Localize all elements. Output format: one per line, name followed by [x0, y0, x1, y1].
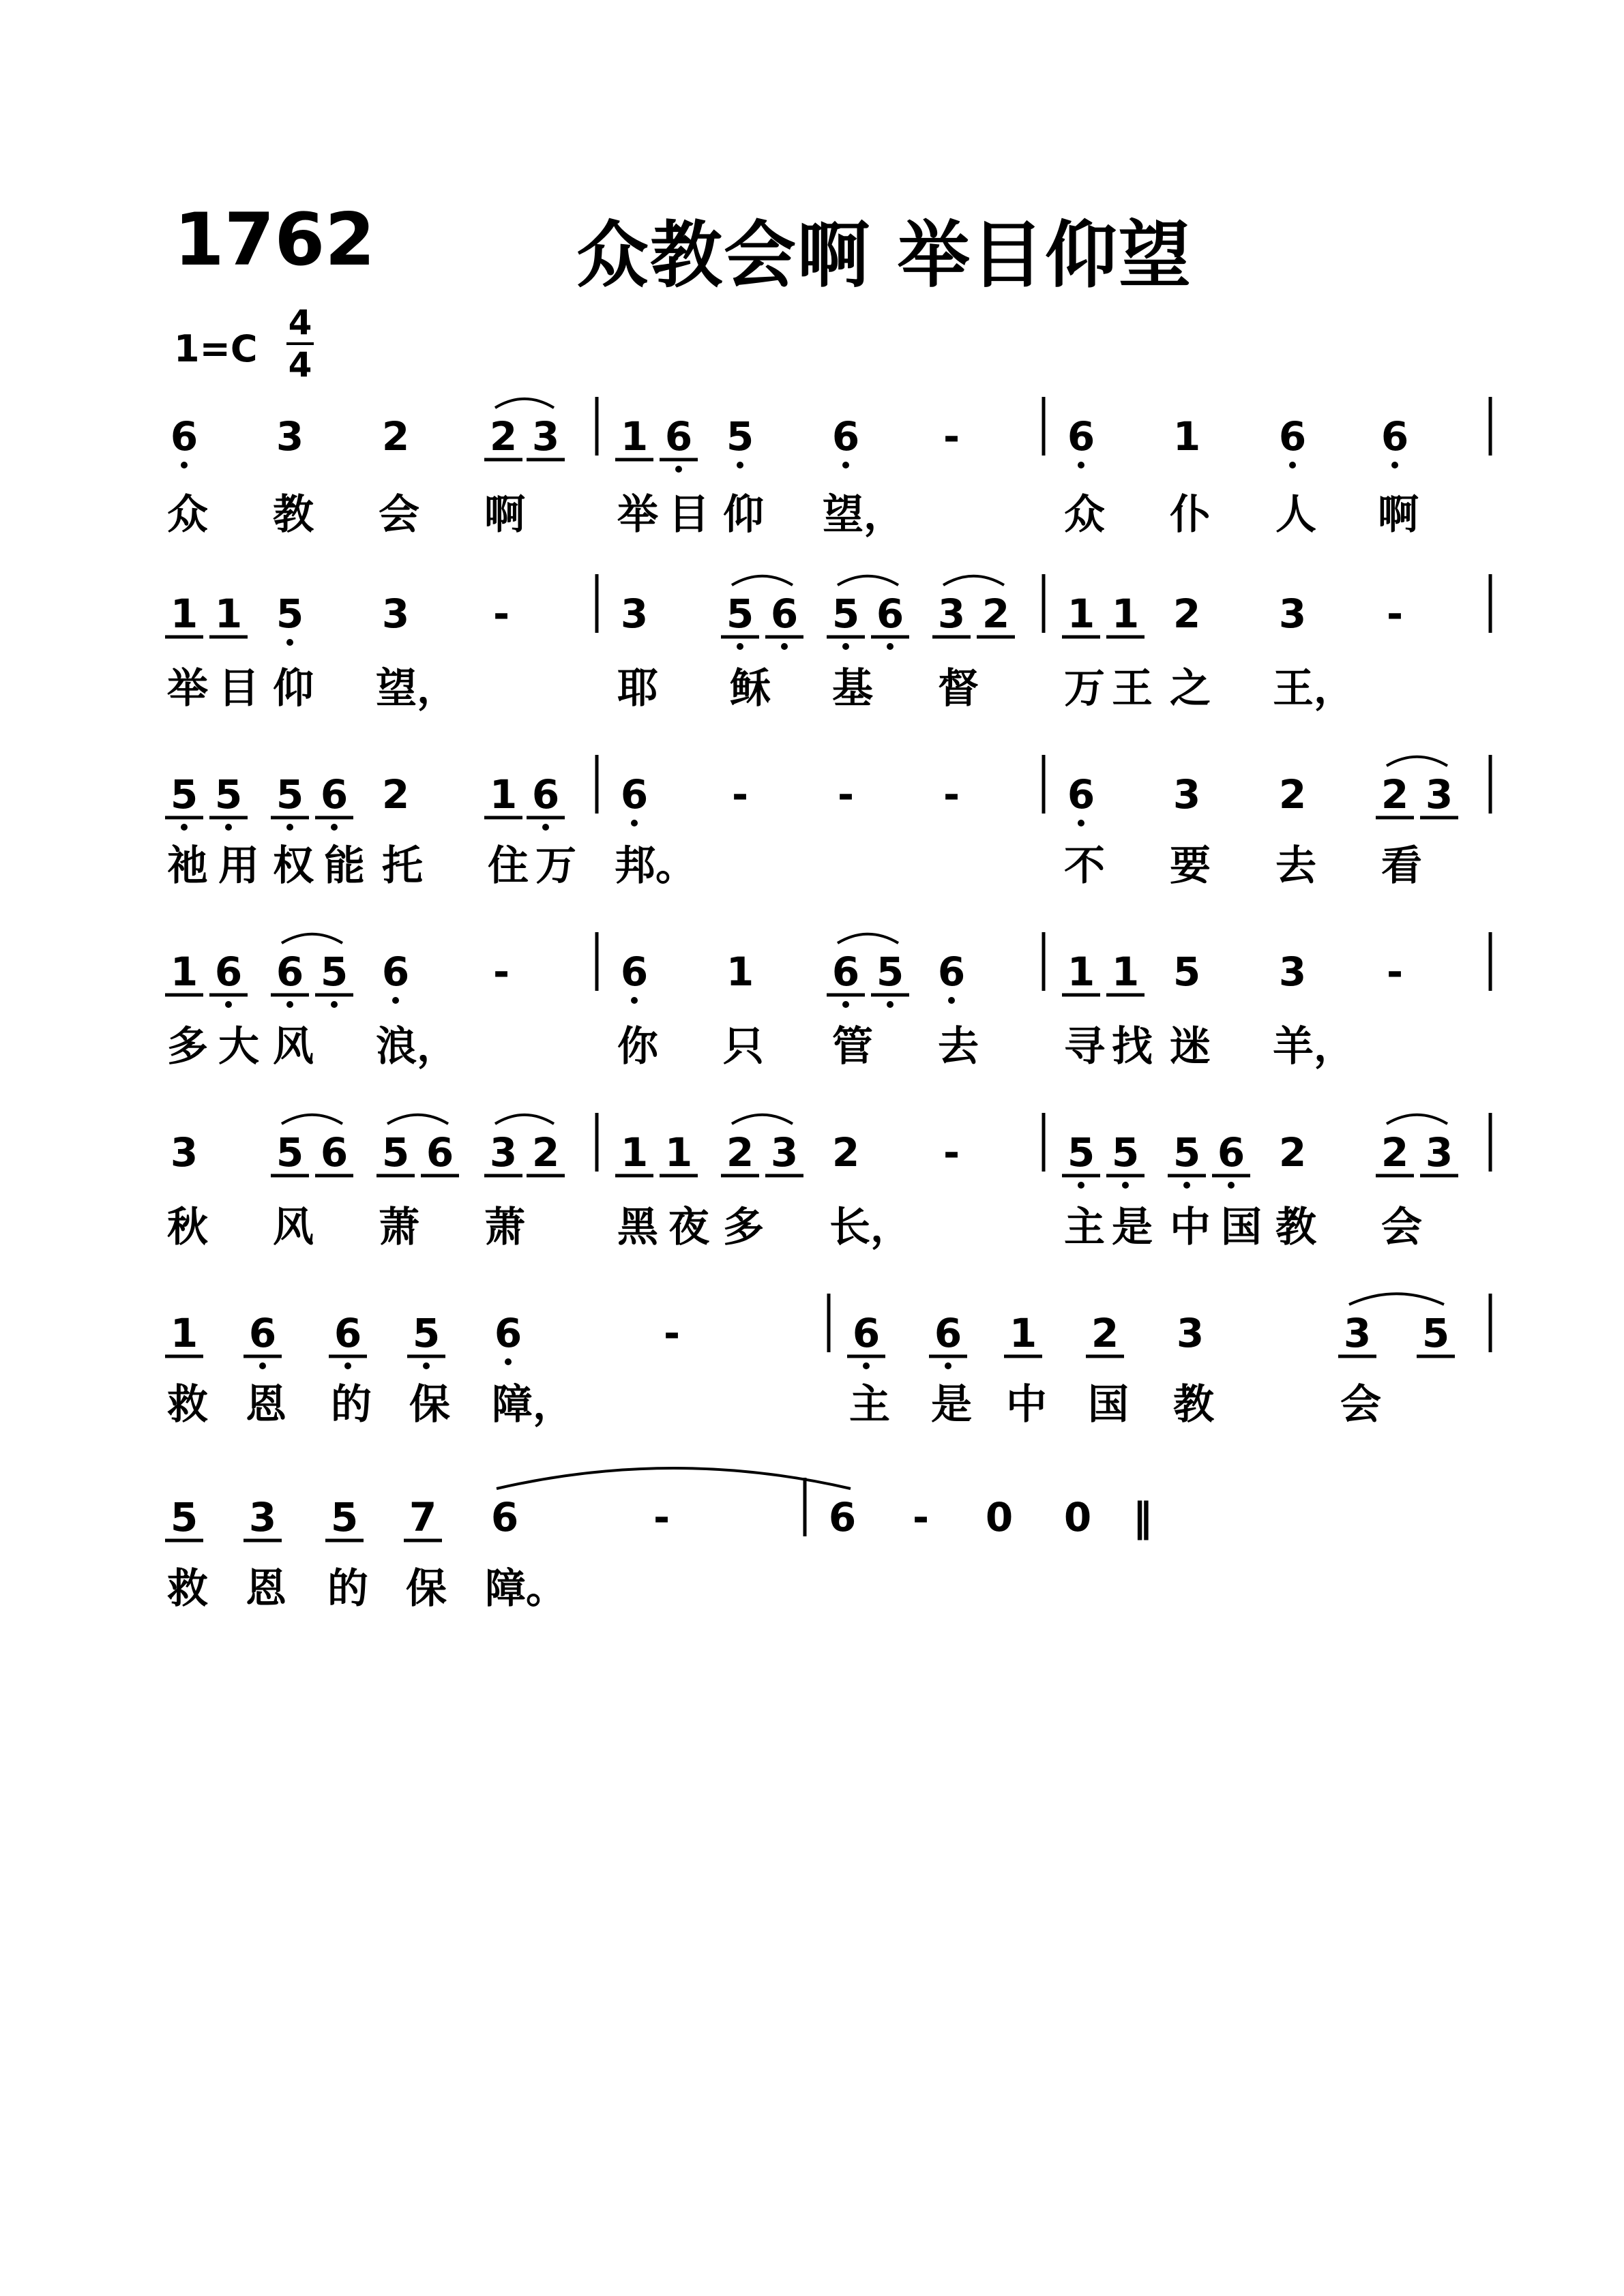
lyric: 邦。 [615, 842, 696, 890]
note: 3 [276, 413, 304, 460]
lyric: 多 [723, 1204, 764, 1251]
note: 1 [1111, 949, 1140, 995]
lyric: 不 [1064, 842, 1105, 890]
note: 6 [1278, 413, 1307, 460]
note: 1 [726, 949, 754, 995]
lyric: 障。 [485, 1565, 567, 1613]
tie-arc [838, 934, 898, 943]
note: 5 [876, 949, 904, 995]
lyric: 主 [849, 1381, 890, 1429]
low-octave-dot [392, 997, 399, 1004]
note: 5 [170, 771, 198, 818]
lyric: 是 [1112, 1204, 1153, 1251]
time-signature-top: 4 [288, 303, 312, 342]
note: 7 [409, 1494, 437, 1540]
dash-note: - [943, 771, 960, 818]
note: 2 [726, 1129, 754, 1176]
lyric: 托 [382, 842, 423, 890]
lyric: 啊 [1378, 491, 1419, 539]
low-octave-dot [1228, 1182, 1235, 1189]
note: 5 [330, 1494, 359, 1540]
tie-arc [495, 399, 554, 408]
note: 6 [876, 591, 904, 637]
lyric: 寻 [1064, 1023, 1105, 1071]
dash-note: - [492, 949, 510, 995]
lyric: 仰 [273, 665, 314, 713]
note: 5 [1111, 1129, 1140, 1176]
note: 2 [1172, 591, 1201, 637]
lyric: 大 [218, 1023, 259, 1071]
note: 1 [214, 591, 243, 637]
lyric: 稣 [730, 665, 771, 713]
lyric: 仆 [1170, 491, 1211, 539]
lyric: 耶 [617, 665, 658, 713]
low-octave-dot [842, 1001, 849, 1008]
note: 6 [828, 1494, 857, 1540]
note: 5 [831, 591, 860, 637]
note: 5 [276, 1129, 304, 1176]
note: 3 [531, 413, 560, 460]
lyric: 举 [167, 665, 208, 713]
lyric: 万 [535, 842, 576, 890]
note: 6 [248, 1310, 277, 1356]
note: 2 [1381, 1129, 1409, 1176]
lyric: 住 [488, 842, 529, 890]
note: 3 [1176, 1310, 1205, 1356]
low-octave-dot [505, 1358, 512, 1365]
lyric: 救 [167, 1381, 208, 1429]
lyric: 迷 [1170, 1023, 1211, 1071]
lyric: 黑 [617, 1204, 658, 1251]
lyric: 教 [1275, 1204, 1316, 1251]
low-octave-dot [1078, 1182, 1084, 1189]
lyric: 找 [1112, 1023, 1153, 1071]
lyric: 举 [617, 491, 658, 539]
note: 1 [489, 771, 518, 818]
lyric: 管 [832, 1023, 873, 1071]
lyric: 障， [492, 1381, 574, 1429]
note: 6 [831, 949, 860, 995]
note: 1 [620, 1129, 649, 1176]
note: 3 [620, 591, 649, 637]
lyric: 中 [1170, 1204, 1211, 1251]
lyric: 之 [1170, 665, 1211, 713]
tie-arc [1349, 1294, 1444, 1304]
note: 1 [170, 1310, 198, 1356]
lyric: 只 [723, 1023, 764, 1071]
low-octave-dot [331, 824, 338, 831]
lyric: 羊， [1273, 1023, 1355, 1071]
note: 6 [620, 949, 649, 995]
lyric: 万 [1064, 665, 1105, 713]
low-octave-dot [423, 1362, 430, 1369]
low-octave-dot [1183, 1182, 1190, 1189]
lyric: 的 [327, 1565, 368, 1613]
tie-arc [495, 1115, 554, 1124]
lyric: 啊 [484, 491, 525, 539]
note: 3 [1278, 591, 1307, 637]
tie-arc [282, 934, 342, 943]
low-octave-dot [286, 1001, 293, 1008]
note: 2 [1278, 771, 1307, 818]
note: 6 [320, 771, 349, 818]
lyric: 用 [218, 842, 259, 890]
tie-arc [387, 1115, 448, 1124]
low-octave-dot [737, 643, 743, 650]
low-octave-dot [842, 462, 849, 468]
lyric: 救 [167, 1565, 208, 1613]
lyric: 能 [324, 842, 365, 890]
note: 1 [1009, 1310, 1037, 1356]
note: 2 [381, 413, 410, 460]
dash-note: - [943, 1129, 960, 1176]
note: 5 [1067, 1129, 1095, 1176]
low-octave-dot [863, 1362, 870, 1369]
lyric: 人 [1275, 491, 1316, 539]
note: 0 [985, 1494, 1014, 1540]
note: 2 [381, 771, 410, 818]
note: 5 [726, 591, 754, 637]
note: 1 [620, 413, 649, 460]
note: 6 [1217, 1129, 1245, 1176]
note: 6 [531, 771, 560, 818]
note: 5 [1172, 949, 1201, 995]
note: 1 [1111, 591, 1140, 637]
low-octave-dot [542, 824, 549, 831]
lyric: 目 [218, 665, 259, 713]
note: 3 [248, 1494, 277, 1540]
tie-arc [732, 1115, 793, 1124]
note: 1 [1172, 413, 1201, 460]
note: 1 [1067, 949, 1095, 995]
note: 5 [276, 591, 304, 637]
note: 3 [381, 591, 410, 637]
lyric: 恩 [246, 1381, 286, 1429]
note: 3 [937, 591, 966, 637]
tie-arc [1387, 1115, 1447, 1124]
time-signature-bottom: 4 [288, 345, 312, 385]
dash-note: - [943, 413, 960, 460]
low-octave-dot [631, 997, 638, 1004]
lyric: 会 [1340, 1381, 1381, 1429]
low-octave-dot [1391, 462, 1398, 468]
low-octave-dot [181, 824, 188, 831]
low-octave-dot [737, 462, 743, 468]
note: 5 [214, 771, 243, 818]
note: 6 [1067, 771, 1095, 818]
note: 3 [489, 1129, 518, 1176]
dash-note: - [731, 771, 749, 818]
low-octave-dot [1122, 1182, 1129, 1189]
key-signature: 1=C [174, 327, 258, 370]
lyric: 王， [1273, 665, 1355, 713]
note: 2 [981, 591, 1010, 637]
low-octave-dot [286, 824, 293, 831]
note: 2 [1381, 771, 1409, 818]
lyric: 多 [167, 1023, 208, 1071]
low-octave-dot [344, 1362, 351, 1369]
note: 3 [1425, 1129, 1453, 1176]
note: 2 [1091, 1310, 1119, 1356]
note: 2 [531, 1129, 560, 1176]
low-octave-dot [331, 1001, 338, 1008]
lyric: 风 [273, 1023, 314, 1071]
lyric: 风 [273, 1204, 314, 1251]
note: 3 [770, 1129, 799, 1176]
note: 2 [1278, 1129, 1307, 1176]
lyric: 你 [617, 1023, 658, 1071]
note: 6 [831, 413, 860, 460]
song-number: 1762 [174, 198, 376, 282]
low-octave-dot [225, 824, 232, 831]
note: 2 [831, 1129, 860, 1176]
low-octave-dot [1078, 462, 1084, 468]
note: 5 [1421, 1310, 1450, 1356]
note: 1 [170, 591, 198, 637]
low-octave-dot [887, 643, 894, 650]
note: 6 [1067, 413, 1095, 460]
lyric: 教 [273, 491, 314, 539]
note: 3 [1278, 949, 1307, 995]
lyric: 会 [379, 491, 419, 539]
dash-note: - [1386, 591, 1404, 637]
tie-arc [497, 1468, 851, 1489]
tie-arc [1387, 757, 1447, 766]
lyric: 督 [938, 665, 979, 713]
note: 6 [1381, 413, 1409, 460]
low-octave-dot [1078, 820, 1084, 826]
lyric: 浪， [376, 1023, 458, 1071]
dash-note: - [837, 771, 855, 818]
low-octave-dot [1289, 462, 1296, 468]
note: 6 [620, 771, 649, 818]
dash-note: - [663, 1310, 681, 1356]
lyric: 望， [376, 665, 458, 713]
lyric: 目 [668, 491, 709, 539]
note: 3 [1425, 771, 1453, 818]
dash-note: - [492, 591, 510, 637]
low-octave-dot [781, 643, 788, 650]
lyric: 中 [1006, 1381, 1047, 1429]
note: 6 [214, 949, 243, 995]
lyric: 夜 [668, 1204, 709, 1251]
tie-arc [943, 576, 1004, 585]
note: 2 [489, 413, 518, 460]
lyric: 秋 [167, 1204, 208, 1251]
note: 5 [170, 1494, 198, 1540]
note: 6 [664, 413, 693, 460]
lyric: 去 [1275, 842, 1316, 890]
note: 5 [1172, 1129, 1201, 1176]
low-octave-dot [259, 1362, 266, 1369]
note: 6 [852, 1310, 881, 1356]
note: 5 [412, 1310, 441, 1356]
note: 6 [170, 413, 198, 460]
note: 6 [320, 1129, 349, 1176]
low-octave-dot [181, 462, 188, 468]
note: 0 [1063, 1494, 1092, 1540]
note: 6 [490, 1494, 519, 1540]
low-octave-dot [225, 1001, 232, 1008]
lyric: 会 [1381, 1204, 1422, 1251]
lyric: 主 [1064, 1204, 1105, 1251]
lyric: 教 [1173, 1381, 1214, 1429]
low-octave-dot [286, 639, 293, 646]
low-octave-dot [948, 997, 955, 1004]
lyric: 去 [938, 1023, 979, 1071]
lyric: 是 [931, 1381, 972, 1429]
note: 6 [334, 1310, 362, 1356]
note: 3 [1172, 771, 1201, 818]
lyric: 祂 [167, 842, 208, 890]
dash-note: - [912, 1494, 930, 1540]
note: 5 [320, 949, 349, 995]
low-octave-dot [887, 1001, 894, 1008]
lyric: 仰 [723, 491, 764, 539]
lyric: 萧 [484, 1204, 525, 1251]
final-barline: ‖ [1132, 1494, 1153, 1540]
note: 6 [426, 1129, 454, 1176]
lyric: 基 [832, 665, 873, 713]
note: 5 [381, 1129, 410, 1176]
lyric: 长， [829, 1204, 911, 1251]
dash-note: - [1386, 949, 1404, 995]
lyric: 的 [331, 1381, 372, 1429]
low-octave-dot [842, 643, 849, 650]
note: 6 [934, 1310, 962, 1356]
low-octave-dot [945, 1362, 951, 1369]
lyric: 恩 [246, 1565, 286, 1613]
lyric: 国 [1221, 1204, 1262, 1251]
tie-arc [838, 576, 898, 585]
lyric: 众 [167, 491, 208, 539]
note: 6 [494, 1310, 522, 1356]
lyric: 望， [823, 491, 904, 539]
note: 6 [276, 949, 304, 995]
note: 1 [664, 1129, 693, 1176]
lyric: 众 [1064, 491, 1105, 539]
lyric: 保 [406, 1565, 447, 1613]
lyric: 保 [409, 1381, 450, 1429]
lyric: 萧 [379, 1204, 419, 1251]
song-title: 众教会啊 举目仰望 [576, 213, 1192, 297]
lyric: 要 [1170, 842, 1211, 890]
tie-arc [732, 576, 793, 585]
note: 3 [1343, 1310, 1372, 1356]
note: 6 [937, 949, 966, 995]
note: 1 [170, 949, 198, 995]
lyric: 权 [273, 842, 314, 890]
low-octave-dot [675, 466, 682, 473]
tie-arc [282, 1115, 342, 1124]
note: 5 [726, 413, 754, 460]
lyric: 国 [1088, 1381, 1129, 1429]
dash-note: - [653, 1494, 670, 1540]
note: 6 [381, 949, 410, 995]
note: 6 [770, 591, 799, 637]
note: 3 [170, 1129, 198, 1176]
note: 1 [1067, 591, 1095, 637]
lyric: 看 [1381, 842, 1422, 890]
note: 5 [276, 771, 304, 818]
lyric: 王 [1112, 665, 1153, 713]
low-octave-dot [631, 820, 638, 826]
